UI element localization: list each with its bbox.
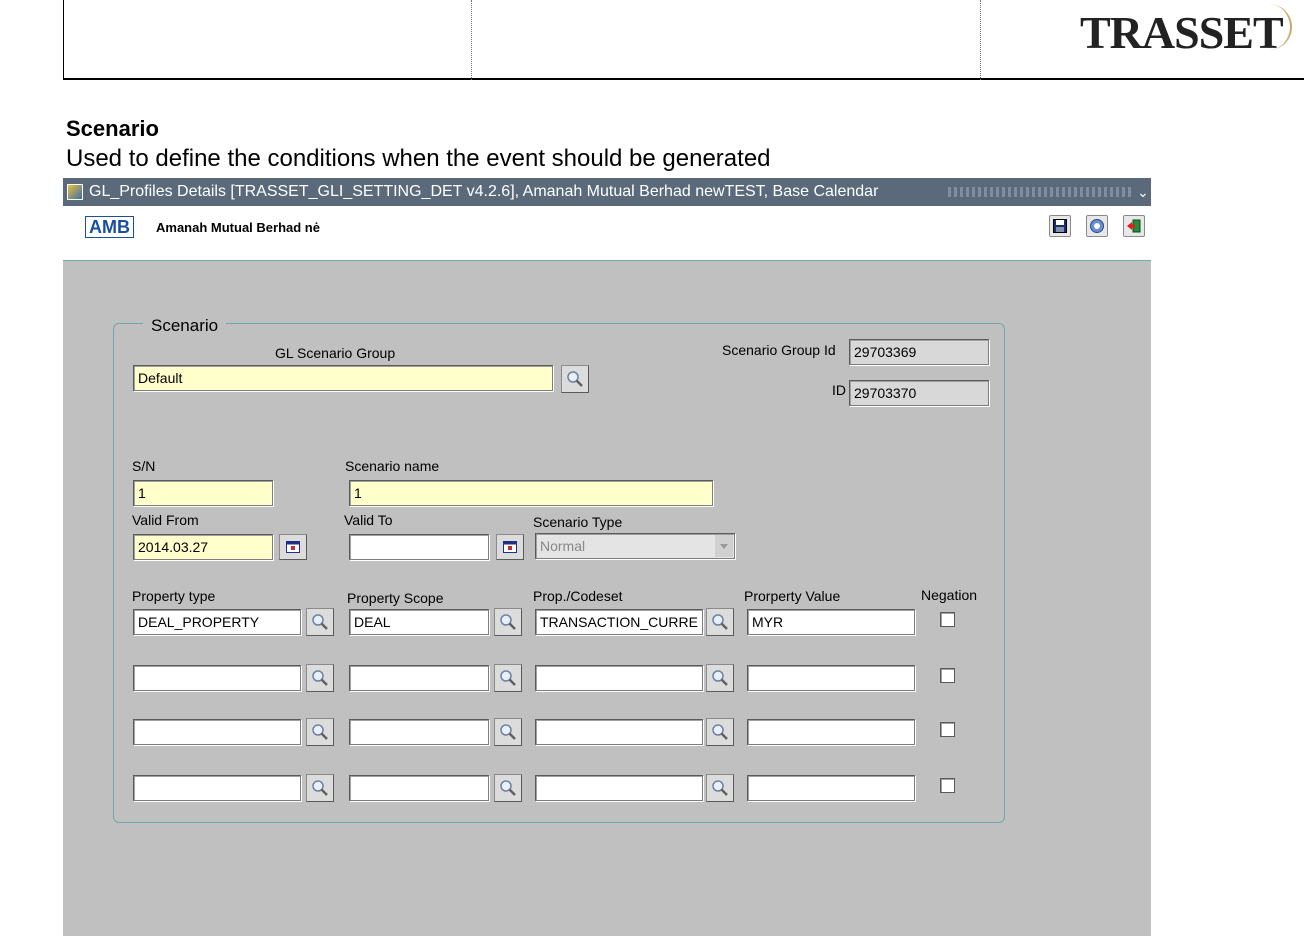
search-icon [711, 613, 729, 631]
sn-label: S/N [132, 458, 156, 474]
col-negation: Negation [921, 587, 978, 603]
property-value-field[interactable] [747, 719, 915, 745]
property-type-lov-button[interactable] [306, 718, 334, 746]
window-title: GL_Profiles Details [TRASSET_GLI_SETTING_DET v4.2.6], Amanah Mutual Berhad newTEST, Base Calendar [89, 183, 879, 200]
negation-checkbox[interactable] [940, 778, 955, 793]
chevron-down-icon [715, 535, 733, 557]
property-scope-lov-button[interactable] [494, 718, 522, 746]
property-type-field[interactable] [133, 775, 301, 801]
scenario-type-value: Normal [540, 538, 586, 554]
col-prop-codeset: Prop./Codeset [533, 588, 623, 604]
prop-codeset-lov-button[interactable] [706, 664, 734, 692]
search-icon [311, 613, 329, 631]
doc-header-divider [471, 0, 472, 80]
company-badge: AMB [85, 216, 134, 238]
titlebar-grip [948, 187, 1133, 197]
search-icon [311, 779, 329, 797]
search-icon [566, 370, 584, 388]
brand-logo: TRASSET [1080, 7, 1283, 58]
scenario-name-label: Scenario name [345, 458, 440, 474]
property-type-lov-button[interactable] [306, 608, 334, 636]
exit-icon [1127, 219, 1141, 233]
prop-codeset-lov-button[interactable] [706, 774, 734, 802]
scenario-group-id-field [849, 339, 989, 365]
property-value-field[interactable] [747, 609, 915, 635]
scenario-group-lov-button[interactable] [561, 365, 589, 393]
search-icon [499, 669, 517, 687]
property-type-field[interactable] [133, 719, 301, 745]
property-type-lov-button[interactable] [306, 774, 334, 802]
valid-from-field[interactable] [133, 534, 273, 560]
valid-from-calendar-button[interactable] [279, 534, 307, 560]
calendar-icon [286, 541, 300, 553]
app-window [63, 178, 1151, 936]
scenario-type-label: Scenario Type [533, 514, 623, 530]
search-icon [711, 723, 729, 741]
property-scope-field[interactable] [349, 609, 489, 635]
property-value-field[interactable] [747, 665, 915, 691]
property-scope-lov-button[interactable] [494, 608, 522, 636]
search-icon [711, 779, 729, 797]
scenario-name-field[interactable] [349, 480, 713, 506]
negation-checkbox[interactable] [940, 668, 955, 683]
search-icon [499, 779, 517, 797]
valid-to-calendar-button[interactable] [496, 534, 524, 560]
prop-codeset-field[interactable] [535, 775, 703, 801]
help-icon [1090, 219, 1104, 233]
scenario-frame-legend: Scenario [143, 316, 226, 336]
property-type-lov-button[interactable] [306, 664, 334, 692]
company-name: Amanah Mutual Berhad nė [156, 220, 320, 235]
sn-field[interactable] [133, 480, 273, 506]
search-icon [311, 723, 329, 741]
scenario-group-id-label: Scenario Group Id [722, 342, 836, 358]
property-type-field[interactable] [133, 665, 301, 691]
save-icon [1053, 219, 1067, 233]
prop-codeset-field[interactable] [535, 665, 703, 691]
col-property-scope: Property Scope [347, 590, 444, 606]
calendar-icon [503, 541, 517, 553]
app-icon [67, 184, 83, 200]
col-property-type: Property type [132, 588, 216, 604]
minimize-icon[interactable]: ⌄ [1137, 184, 1149, 200]
prop-codeset-lov-button[interactable] [706, 608, 734, 636]
exit-button[interactable] [1123, 215, 1145, 237]
app-header [63, 206, 1151, 261]
prop-codeset-lov-button[interactable] [706, 718, 734, 746]
search-icon [711, 669, 729, 687]
valid-to-label: Valid To [344, 512, 393, 528]
property-scope-lov-button[interactable] [494, 774, 522, 802]
section-title: Scenario [66, 116, 159, 141]
window-titlebar[interactable] [63, 178, 1151, 206]
prop-codeset-field[interactable] [535, 719, 703, 745]
negation-checkbox[interactable] [940, 612, 955, 627]
property-scope-field[interactable] [349, 775, 489, 801]
property-scope-field[interactable] [349, 665, 489, 691]
doc-header-divider [980, 0, 981, 80]
prop-codeset-field[interactable] [535, 609, 703, 635]
property-scope-field[interactable] [349, 719, 489, 745]
property-value-field[interactable] [747, 775, 915, 801]
property-type-field[interactable] [133, 609, 301, 635]
negation-checkbox[interactable] [940, 722, 955, 737]
search-icon [499, 723, 517, 741]
section-description: Used to define the conditions when the event should be generated [66, 145, 771, 172]
search-icon [311, 669, 329, 687]
scenario-type-select[interactable] [535, 533, 735, 559]
help-button[interactable] [1086, 215, 1108, 237]
property-scope-lov-button[interactable] [494, 664, 522, 692]
search-icon [499, 613, 517, 631]
scenario-group-label: GL Scenario Group [275, 345, 396, 361]
id-label: ID [832, 382, 846, 398]
valid-from-label: Valid From [132, 512, 199, 528]
valid-to-field[interactable] [349, 534, 489, 560]
id-field [849, 380, 989, 406]
scenario-group-field[interactable] [133, 365, 553, 391]
col-property-value: Prorperty Value [744, 588, 841, 604]
save-button[interactable] [1049, 215, 1071, 237]
